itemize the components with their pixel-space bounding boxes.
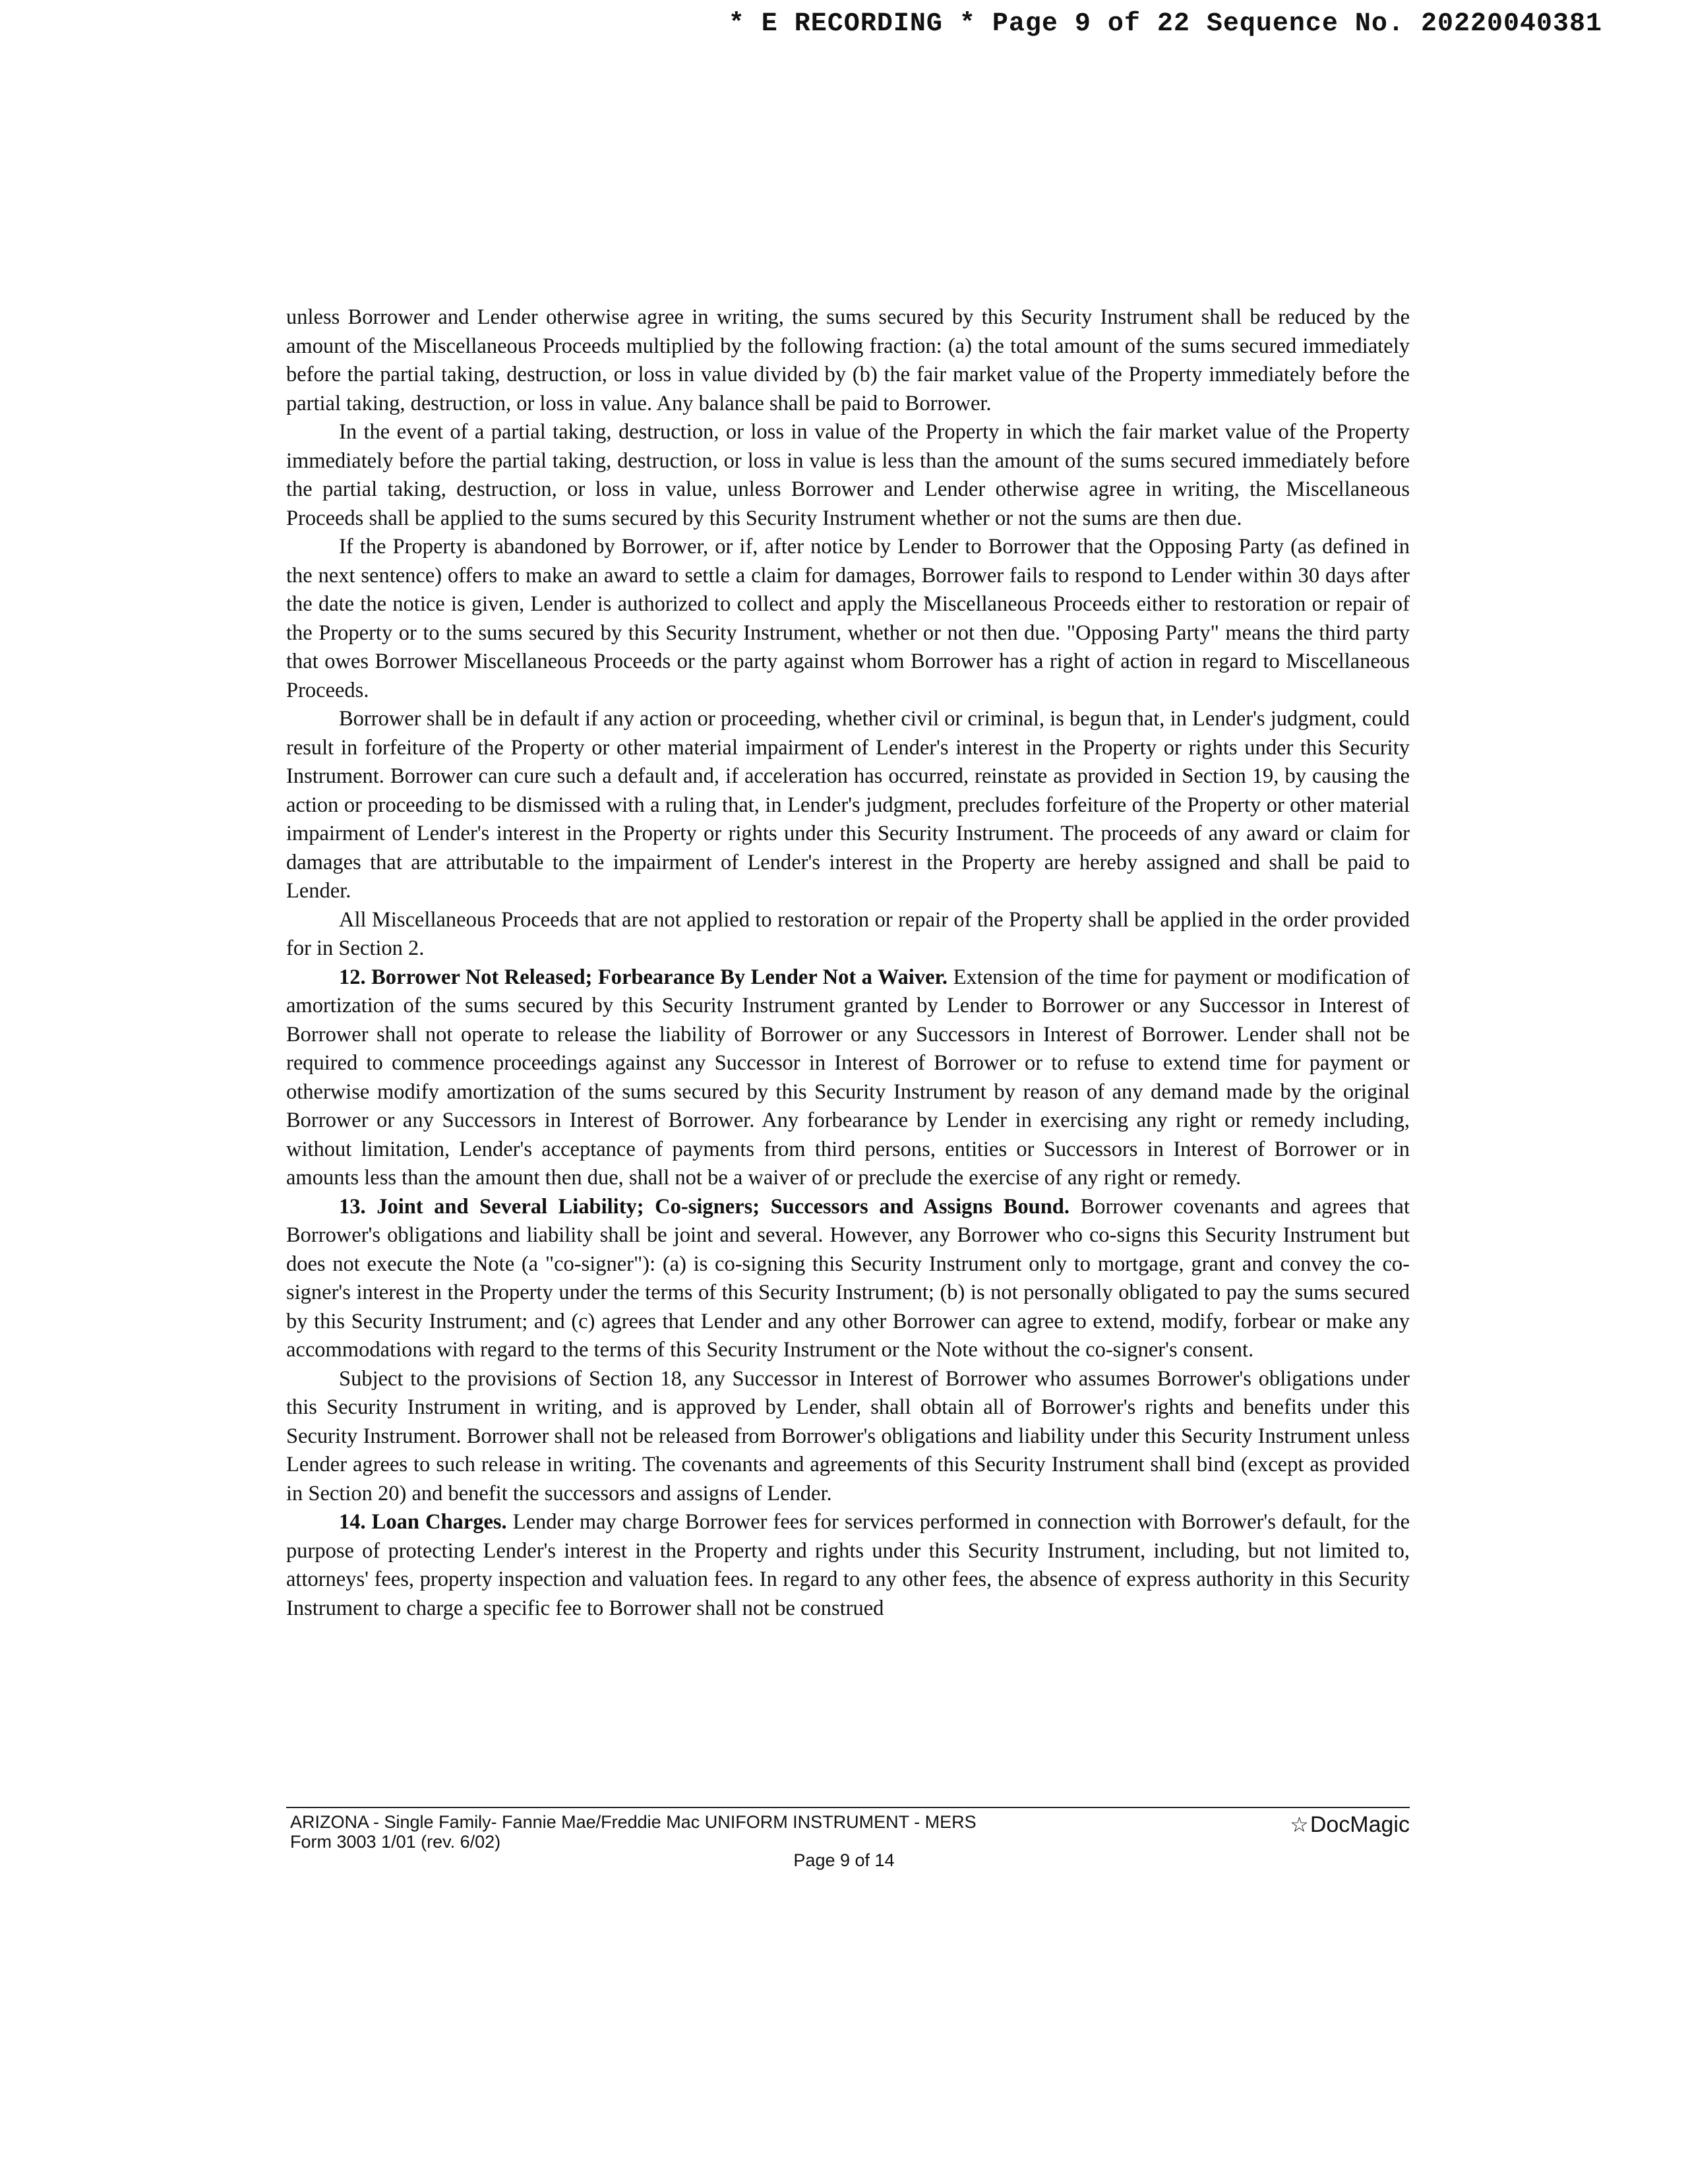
paragraph-text: If the Property is abandoned by Borrower, or if, after notice by Lender to Borrower that the Opposing Party (as defined in the next sentence) offers to make an award to settle a claim for damages, Borrower fails to respond to Lender within 30 days after the date the notice is given, Lender is authorized to collect and apply the Miscellaneous Proceeds either to restoration or repair of the Property or to the sums secured by this Security Instrument, whether or not then due. "Opposing Party" means the third party that owes Borrower Miscellaneous Proceeds or the party against whom Borrower has a right of action in regard to Miscellaneous Proceeds. <box>286 535 1410 702</box>
paragraph <box>286 303 1410 418</box>
section-14 <box>286 1508 1410 1623</box>
paragraph-text: unless Borrower and Lender otherwise agree in writing, the sums secured by this Security Instrument shall be reduced by the amount of the Miscellaneous Proceeds multiplied by the following fraction: (a) the total amount of the sums secured immediately before the partial taking, destruction, or loss in value divided by (b) the fair market value of the Property immediately before the partial taking, destruction, or loss in value. Any balance shall be paid to Borrower. <box>286 305 1410 415</box>
paragraph-text: Extension of the time for payment or modification of amortization of the sums secured by this Security Instrument granted by Lender to Borrower or any Successor in Interest of Borrower shall not operate to release the liability of Borrower or any Successors in Interest of Borrower. Lender shall not be required to commence proceedings against any Successor in Interest of Borrower or to refuse to extend time for payment or otherwise modify amortization of the sums secured by this Security Instrument by reason of any demand made by the original Borrower or any Successors in Interest of Borrower. Any forbearance by Lender in exercising any right or remedy including, without limitation, Lender's acceptance of payments from third persons, entities or Successors in Interest of Borrower or in amounts less than the amount then due, shall not be a waiver of or preclude the exercise of any right or remedy. <box>286 965 1410 1190</box>
paragraph-text: Borrower covenants and agrees that Borrower's obligations and liability shall be joint and several. However, any Borrower who co-signs this Security Instrument but does not execute the Note (a "co-signer"): (a) is co-signing this Security Instrument only to mortgage, grant and convey the co-signer's interest in the Property under the terms of this Security Instrument; (b) is not personally obligated to pay the sums secured by this Security Instrument; and (c) agrees that Lender and any other Borrower can agree to extend, modify, forbear or make any accommodations with regard to the terms of this Security Instrument or the Note without the co-signer's consent. <box>286 1194 1410 1362</box>
section-heading: 12. Borrower Not Released; Forbearance By Lender Not a Waiver. <box>339 965 948 989</box>
paragraph <box>286 705 1410 906</box>
footer-divider <box>286 1807 1410 1808</box>
footer-form-info <box>290 1812 977 1852</box>
section-13 <box>286 1193 1410 1365</box>
paragraph <box>286 533 1410 705</box>
section-12 <box>286 963 1410 1193</box>
section-heading: 14. Loan Charges. <box>339 1510 507 1534</box>
recording-header: * E RECORDING * Page 9 of 22 Sequence No. 20220040381 <box>728 9 1602 39</box>
paragraph-text: Subject to the provisions of Section 18, any Successor in Interest of Borrower who assumes Borrower's obligations under this Security Instrument in writing, and is approved by Lender, shall obtain all of Borrower's rights and benefits under this Security Instrument. Borrower shall not be released from Borrower's obligations and liability under this Security Instrument unless Lender agrees to such release in writing. The covenants and agreements of this Security Instrument shall bind (except as provided in Section 20) and benefit the successors and assigns of Lender. <box>286 1366 1410 1505</box>
brand-name: DocMagic <box>1310 1812 1410 1837</box>
docmagic-logo <box>1290 1812 1410 1838</box>
paragraph <box>286 1365 1410 1509</box>
page-number: Page 9 of 14 <box>793 1850 895 1870</box>
document-body <box>286 303 1410 1623</box>
form-description: ARIZONA - Single Family- Fannie Mae/Freddie Mac UNIFORM INSTRUMENT - MERS <box>290 1812 977 1832</box>
paragraph-text: Lender may charge Borrower fees for services performed in connection with Borrower's default, for the purpose of protecting Lender's interest in the Property and rights under this Security Instrument, including, but not limited to, attorneys' fees, property inspection and valuation fees. In regard to any other fees, the absence of express authority in this Security Instrument to charge a specific fee to Borrower shall not be construed <box>286 1510 1410 1620</box>
paragraph-text: In the event of a partial taking, destruction, or loss in value of the Property in which the fair market value of the Property immediately before the partial taking, destruction, or loss in value is less than the amount of the sums secured immediately before the partial taking, destruction, or loss in value, unless Borrower and Lender otherwise agree in writing, the Miscellaneous Proceeds shall be applied to the sums secured by this Security Instrument whether or not the sums are then due. <box>286 420 1410 530</box>
paragraph <box>286 418 1410 533</box>
star-outline-icon: ☆ <box>1290 1813 1309 1836</box>
paragraph <box>286 906 1410 963</box>
paragraph-text: All Miscellaneous Proceeds that are not applied to restoration or repair of the Property shall be applied in the order provided for in Section 2. <box>286 907 1410 960</box>
paragraph-text: Borrower shall be in default if any action or proceeding, whether civil or criminal, is begun that, in Lender's judgment, could result in forfeiture of the Property or other material impairment of Lender's interest in the Property or rights under this Security Instrument. Borrower can cure such a default and, if acceleration has occurred, reinstate as provided in Section 19, by causing the action or proceeding to be dismissed with a ruling that, in Lender's judgment, precludes forfeiture of the Property or other material impairment of Lender's interest in the Property or rights under this Security Instrument. The proceeds of any award or claim for damages that are attributable to the impairment of Lender's interest in the Property are hereby assigned and shall be paid to Lender. <box>286 707 1410 903</box>
form-number: Form 3003 1/01 (rev. 6/02) <box>290 1832 501 1852</box>
section-heading: 13. Joint and Several Liability; Co-signers; Successors and Assigns Bound. <box>339 1194 1070 1219</box>
